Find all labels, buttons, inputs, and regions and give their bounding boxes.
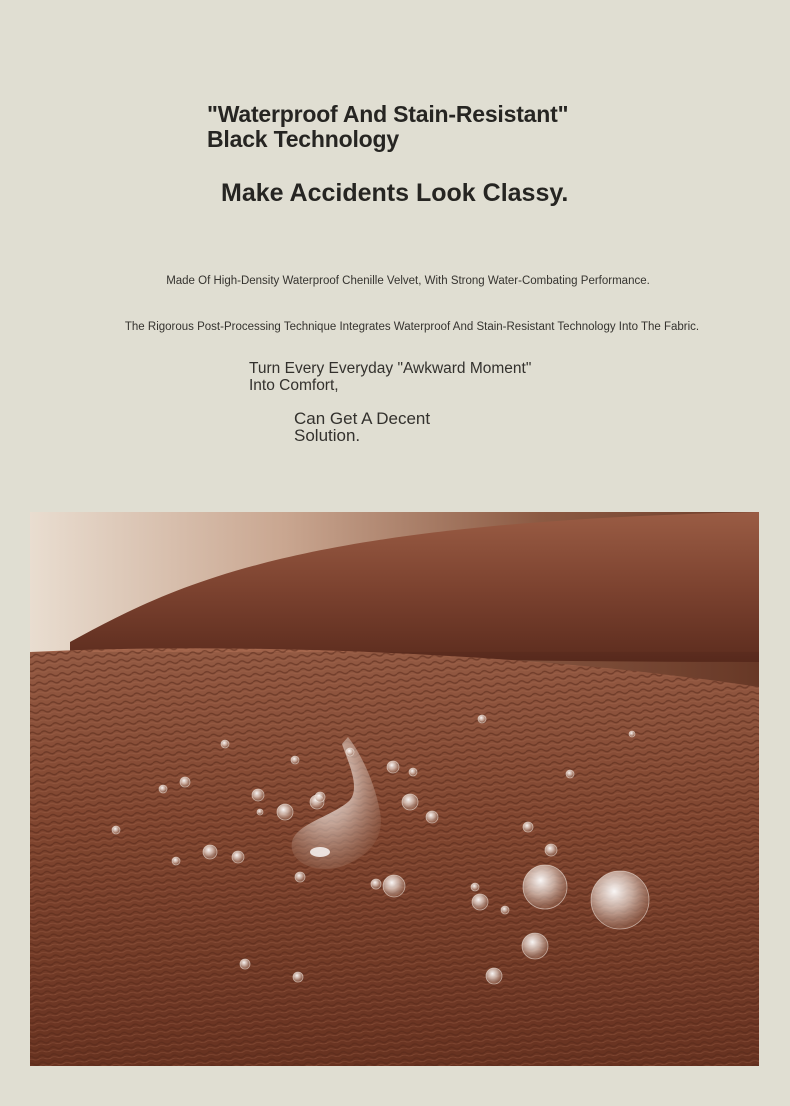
quote-awkward-moment-line-2: Into Comfort, <box>249 377 339 394</box>
headline-line-1: "Waterproof And Stain-Resistant" <box>207 101 569 127</box>
headline-line-2: Black Technology <box>207 126 399 152</box>
subheadline: Make Accidents Look Classy. <box>221 179 569 207</box>
headline <box>207 102 568 152</box>
quote-awkward-moment <box>249 360 531 394</box>
description-fabric: Made Of High-Density Waterproof Chenille Velvet, With Strong Water-Combating Performance. <box>166 275 650 287</box>
quote-solution-line-1: Can Get A Decent <box>294 409 431 428</box>
description-technique: The Rigorous Post-Processing Technique Integrates Waterproof And Stain-Resistant Technology Into The Fabric. <box>124 321 700 333</box>
fabric-water-droplets-photo <box>30 512 759 1066</box>
quote-solution <box>294 410 430 444</box>
quote-awkward-moment-line-1: Turn Every Everyday "Awkward Moment" <box>249 360 532 377</box>
quote-solution-line-2: Solution. <box>294 426 361 445</box>
